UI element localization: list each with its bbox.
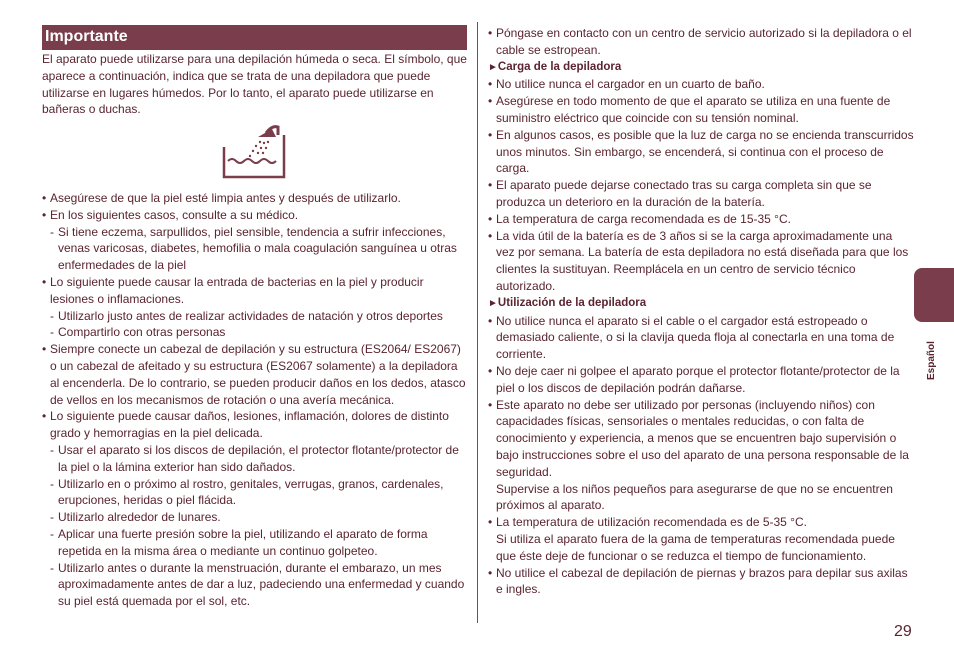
bullet-item: • No utilice el cabezal de depilación de piernas y brazos para depilar sus axilas e ingles. <box>488 565 914 599</box>
left-item-list <box>42 190 468 610</box>
right-item-list <box>488 25 914 598</box>
note-item: Si utiliza el aparato fuera de la gama de temperaturas recomendada puede que éste deje de funcionar o se reduzca el tiempo de funcionamiento. <box>496 531 895 563</box>
dash-item: - Utilizarlo en o próximo al rostro, genitales, verrugas, granos, cardenales, erupciones, heridas o piel flácida. <box>42 476 468 510</box>
column-divider <box>477 22 478 623</box>
dash-item: - Compartirlo con otras personas <box>42 324 468 341</box>
bullet-item: • Lo siguiente puede causar daños, lesiones, inflamación, dolores de distinto grado y hemorragias en la piel delicada. <box>42 408 468 442</box>
bullet-item: • No utilice nunca el cargador en un cuarto de baño. <box>488 76 914 93</box>
subsection-heading-text: Carga de la depiladora <box>497 60 622 73</box>
bullet-item: • En los siguientes casos, consulte a su médico. <box>42 207 468 224</box>
arrow-icon: ► <box>488 61 498 73</box>
bullet-item: • En algunos casos, es posible que la luz de carga no se encienda transcurridos unos minutos. Sin embargo, se encenderá, si continua con el proceso de carga. <box>488 127 914 177</box>
subsection-heading <box>488 295 914 313</box>
bullet-item: • El aparato puede dejarse conectado tras su carga completa sin que se produzca un deterioro en la duración de la batería. <box>488 177 914 211</box>
dash-item: - Si tiene eczema, sarpullidos, piel sensible, tendencia a sufrir infecciones, venas varicosas, diabetes, hemofilia o mala coagulación sanguínea u otras enfermedades de la piel <box>42 224 468 274</box>
bullet-item: • Póngase en contacto con un centro de servicio autorizado si la depiladora o el cable se estropean. <box>488 25 914 59</box>
dash-item: - Utilizarlo justo antes de realizar actividades de natación y otros deportes <box>42 308 468 325</box>
heading-rule <box>42 49 467 50</box>
bullet-item: • La temperatura de carga recomendada es de 15-35 °C. <box>488 211 914 228</box>
bullet-item: • No deje caer ni golpee el aparato porque el protector flotante/protector de la piel o los discos de depilación podrán dañarse. <box>488 363 914 397</box>
shower-bath-icon <box>222 125 286 179</box>
bullet-item: • Este aparato no debe ser utilizado por personas (incluyendo niños) con capacidades físicas, sensoriales o mentales reducidas, o con falta de conocimiento y experiencia, a menos que se encuentren bajo supervisión o bajo instrucciones sobre el uso del aparato de una persona responsable de la seguridad. <box>488 397 914 481</box>
dash-item: - Usar el aparato si los discos de depilación, el protector flotante/protector de la piel o la lámina exterior han sido dañados. <box>42 442 468 476</box>
subsection-heading <box>488 59 914 77</box>
bullet-item: • No utilice nunca el aparato si el cable o el cargador está estropeado o demasiado caliente, o si la clavija queda floja al conectarla en una toma de corriente. <box>488 313 914 363</box>
language-tab-label: Español <box>926 341 937 380</box>
bullet-item: • Asegúrese de que la piel esté limpia antes y después de utilizarlo. <box>42 190 468 207</box>
language-tab <box>914 268 954 322</box>
arrow-icon: ► <box>488 297 498 309</box>
section-title: Importante <box>45 28 128 45</box>
subsection-heading-text: Utilización de la depiladora <box>497 296 647 309</box>
bullet-item: • Lo siguiente puede causar la entrada de bacterias en la piel y producir lesiones o inflamaciones. <box>42 274 468 308</box>
section-heading <box>42 25 467 49</box>
dash-item: - Aplicar una fuerte presión sobre la piel, utilizando el aparato de forma repetida en la misma área o mediante un continuo golpeteo. <box>42 526 468 560</box>
intro-paragraph: El aparato puede utilizarse para una depilación húmeda o seca. El símbolo, que aparece a continuación, indica que se trata de una depiladora que puede utilizarse en lugares húmedos. Por lo tanto, el aparato puede utilizarse en bañeras o duchas. <box>42 52 467 117</box>
bullet-item: • Asegúrese en todo momento de que el aparato se utiliza en una fuente de suministro eléctrico que coincide con su tensión nominal. <box>488 93 914 127</box>
bullet-item: • Siempre conecte un cabezal de depilación y su estructura (ES2064/ ES2067) o un cabezal de afeitado y su estructura (ES2067 solamente) a la depiladora al encenderla. De lo contrario, se pueden producir daños en los dedos, atasco de vellos en los mecanismos de rotación o una avería mecánica. <box>42 341 468 408</box>
bullet-item: • La temperatura de utilización recomendada es de 5-35 °C. <box>488 514 914 531</box>
note-item: Supervise a los niños pequeños para asegurarse de que no se encuentren próximos al aparato. <box>496 481 893 513</box>
page-number: 29 <box>894 623 912 640</box>
dash-item: - Utilizarlo alrededor de lunares. <box>42 509 468 526</box>
dash-item: - Utilizarlo antes o durante la menstruación, durante el embarazo, un mes aproximadamente antes de dar a luz, padeciendo una enfermedad y cuando su piel está quemada por el sol, etc. <box>42 560 468 610</box>
bullet-item: • La vida útil de la batería es de 3 años si se la carga aproximadamente una vez por semana. La batería de esta depiladora no está diseñada para que los clientes la sustituyan. Reemplácela en un centro de servicio técnico autorizado. <box>488 228 914 295</box>
